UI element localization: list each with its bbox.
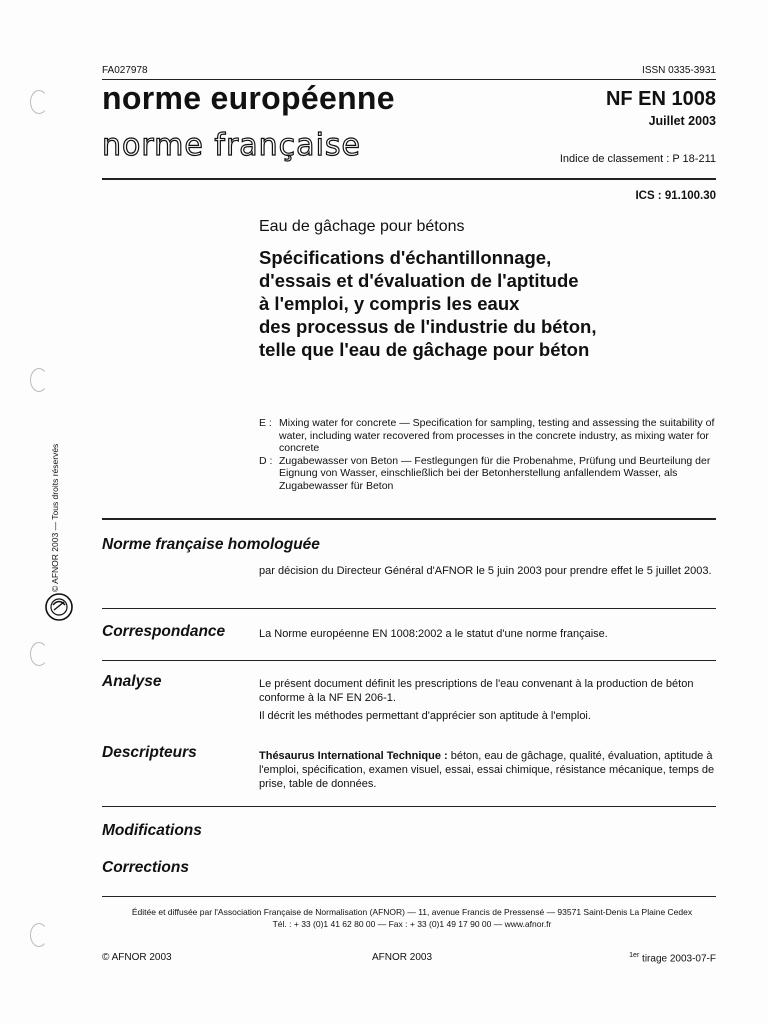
main-title [259, 246, 596, 361]
section-body-correspondance [259, 627, 717, 645]
title-norme-francaise: norme française [102, 128, 361, 163]
translation-german [259, 455, 717, 493]
footer-copyright: © AFNOR 2003 [102, 952, 172, 963]
footer-center: AFNOR 2003 [372, 952, 433, 963]
homologuee-text: par décision du Directeur Général d'AFNOR le 5 juin 2003 pour prendre effet le 5 juillet 2003. [259, 565, 712, 577]
correspondance-text: La Norme européenne EN 1008:2002 a le statut d'une norme française. [259, 628, 608, 640]
side-copyright: © AFNOR 2003 — Tous droits réservés [50, 443, 60, 592]
section-body-analyse [259, 677, 717, 727]
document-reference: FA027978 [102, 65, 148, 76]
header-rule-bottom [102, 178, 716, 180]
section-title-corrections: Corrections [102, 859, 189, 876]
descripteurs-text [259, 749, 717, 791]
binder-hole-icon [30, 642, 48, 666]
analyse-text-2: Il décrit les méthodes permettant d'apprécier son aptitude à l'emploi. [259, 710, 591, 722]
analyse-text-1: Le présent document définit les prescriptions de l'eau convenant à la production de béton conforme à la NF EN 206-1. [259, 678, 694, 704]
section-title-correspondance: Correspondance [102, 623, 226, 640]
section-rule [102, 608, 716, 609]
binder-hole-icon [30, 90, 48, 114]
binder-hole-icon [30, 923, 48, 947]
title-norme-europeenne: norme européenne [102, 80, 395, 116]
ics-code: ICS : 91.100.30 [635, 190, 716, 202]
section-title-descripteurs: Descripteurs [102, 744, 197, 761]
descripteurs-label: Thésaurus International Technique : [259, 750, 448, 762]
print-run-ordinal: 1er [629, 952, 640, 959]
main-title-line: d'essais et d'évaluation de l'aptitude [259, 270, 579, 291]
section-title-modifications: Modifications [102, 822, 202, 839]
section-rule [102, 806, 716, 807]
main-title-line: des processus de l'industrie du béton, [259, 316, 597, 337]
subject-title: Eau de gâchage pour bétons [259, 218, 465, 235]
footer-rule [102, 896, 716, 897]
publisher-address: Éditée et diffusée par l'Association Française de Normalisation (AFNOR) — 11, avenue Francis de Pressensé — 93571 Saint-Denis La Plaine Cedex [131, 907, 693, 917]
binder-hole-icon [30, 368, 48, 392]
descripteurs-keywords: béton, eau de gâchage, qualité, évaluation, aptitude à l'emploi, spécification, examen visuel, essai, essai chimique, résistance mécanique, temps de prise, table de données. [259, 750, 715, 790]
section-rule [102, 660, 716, 661]
recycle-stamp-icon [44, 592, 74, 622]
translation-prefix: D : [259, 454, 273, 467]
translation-text: Mixing water for concrete — Specification for sampling, testing and assessing the suitability of water, including water recovered from processes in the concrete industry, as mixing water for concrete [279, 417, 715, 454]
publisher-contact: Tél. : + 33 (0)1 41 62 80 00 — Fax : + 33 (0)1 49 17 90 00 — www.afnor.fr [272, 919, 552, 929]
section-title-analyse: Analyse [102, 673, 162, 690]
translation-text: Zugabewasser von Beton — Festlegungen für die Probenahme, Prüfung und Beurteilung der Eignung von Wasser, einschließlich bei der Betonherstellung anfallendem Wasser, als Zugabewasser für Beton [279, 454, 711, 492]
print-run [629, 952, 716, 964]
classification-index: Indice de classement : P 18-211 [559, 153, 716, 165]
main-title-line: Spécifications d'échantillonnage, [259, 247, 552, 268]
section-body-homologuee [259, 564, 717, 582]
translation-prefix: E : [259, 417, 272, 429]
translations [259, 417, 717, 492]
translation-english [259, 417, 717, 455]
standard-number: NF EN 1008 [605, 88, 716, 110]
publisher-info [102, 906, 722, 930]
section-rule [102, 518, 716, 520]
print-run-text: tirage 2003-07-F [639, 953, 716, 965]
section-body-descripteurs [259, 749, 717, 795]
issn: ISSN 0335-3931 [642, 65, 716, 76]
publication-date: Juillet 2003 [648, 114, 716, 128]
main-title-line: à l'emploi, y compris les eaux [259, 293, 520, 314]
section-title-homologuee: Norme française homologuée [102, 536, 320, 553]
main-title-line: telle que l'eau de gâchage pour béton [259, 339, 590, 360]
